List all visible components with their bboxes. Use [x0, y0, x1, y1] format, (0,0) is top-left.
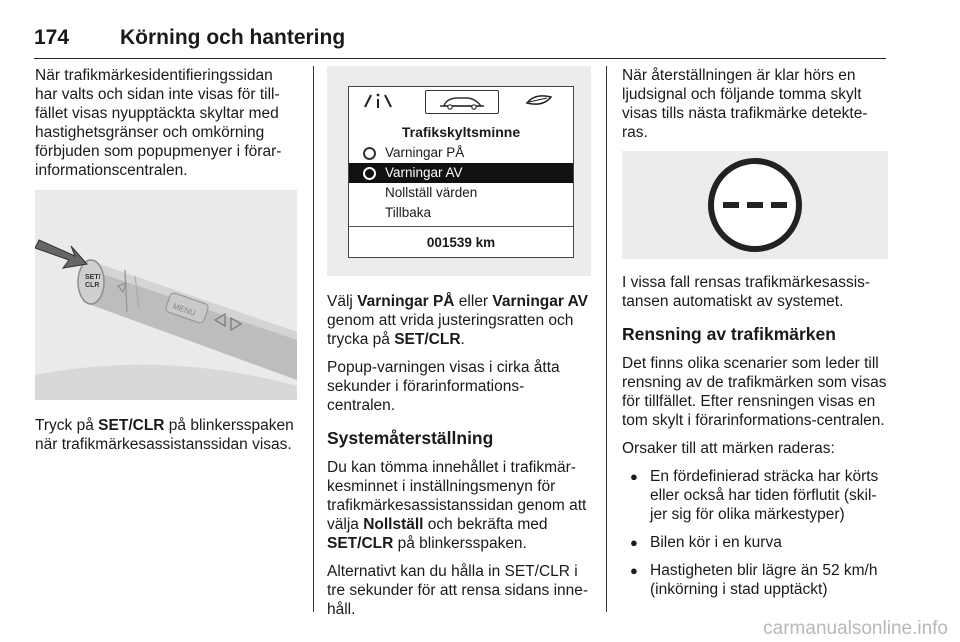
option-back: Tillbaka [385, 205, 432, 220]
list-item: ● Bilen kör i en kurva [622, 533, 888, 552]
traffic-sign-tab-icon [359, 89, 409, 115]
reasons-list [622, 467, 888, 599]
alternative-paragraph: Alternativt kan du hålla in SET/CLR i tre sekunder för att rensa sidans inne-håll. [327, 563, 589, 618]
option-warnings-off: Varningar AV [349, 163, 573, 183]
screen-title: Trafikskyltsminne [401, 124, 521, 140]
option-warnings-on: Varningar PÅ [349, 143, 573, 163]
reasons-paragraph: Orsaker till att märken raderas: [622, 440, 835, 457]
svg-text:MENU: MENU [171, 301, 197, 318]
reset-paragraph: Du kan tömma innehållet i trafikmär-kesminnet i inställningsmenyn för trafikmärkesassistanssidan genom att välja Nollställ och bekräfta med SET/CLR på blinkersspaken. [327, 459, 587, 552]
vehicle-tab [425, 90, 499, 114]
column-divider-left [313, 66, 314, 612]
intro-paragraph: När trafikmärkesidentifieringssidan har valts och sidan inte visas för till-fället visas nyupptäckta skyltar med hastighetsgränser och omkörning förbjuden som popupmenyer i förar-informationscentralen. [35, 67, 282, 179]
clearing-heading: Rensning av trafikmärken [622, 324, 836, 344]
car-icon [426, 91, 498, 113]
page-number: 174 [34, 26, 70, 49]
stalk-figure [35, 190, 297, 400]
after-reset-paragraph: När återställningen är klar hörs en ljudsignal och följande tomma skylt visas tills nästa trafikmärke detekte-ras. [622, 67, 868, 141]
empty-sign-figure [622, 151, 888, 259]
scenarios-paragraph: Det finns olika scenarier som leder till rensning av de trafikmärken som visas för tillfället. Efter rensningen visas en tom skylt i förarinformations-centralen. [622, 355, 887, 429]
column-right [622, 66, 888, 608]
instruction-paragraph: Tryck på SET/CLR på blinkersspaken när trafikmärkesassistanssidan visas. [35, 417, 294, 453]
screen-divider [349, 226, 573, 227]
page-header [34, 26, 886, 59]
empty-traffic-sign-icon [622, 151, 888, 259]
system-reset-heading: Systemåterställning [327, 428, 494, 448]
list-item: ● En fördefinierad sträcka har körts eller också har tiden förflutit (skil-jer sig för olika märkestyper) [622, 467, 888, 524]
turn-signal-lever-illustration [35, 190, 297, 400]
watermark: carmanualsonline.info [763, 618, 948, 639]
column-middle [327, 66, 591, 628]
driver-info-display [348, 86, 574, 258]
radio-icon [363, 147, 376, 160]
select-paragraph: Välj Varningar PÅ eller Varningar AV genom att vrida justeringsratten och trycka på SET/CLR. [327, 293, 589, 348]
column-left [35, 66, 297, 463]
display-tabs [349, 87, 573, 113]
chapter-title: Körning och hantering [120, 26, 346, 49]
radio-icon [363, 167, 376, 180]
option-reset-values: Nollställ värden [385, 185, 478, 200]
eco-leaf-tab-icon [521, 89, 561, 115]
display-figure [327, 66, 591, 276]
list-item: ● Hastigheten blir lägre än 52 km/h (inkörning i stad upptäckt) [622, 561, 888, 599]
odometer: 001539 km [426, 235, 496, 250]
popup-paragraph: Popup-varningen visas i cirka åtta sekunder i förarinformations-centralen. [327, 359, 560, 414]
auto-clear-paragraph: I vissa fall rensas trafikmärkesassis-tansen automatiskt av systemet. [622, 274, 871, 310]
set-clr-label: SET/ CLR [85, 274, 101, 289]
column-divider-right [606, 66, 607, 612]
